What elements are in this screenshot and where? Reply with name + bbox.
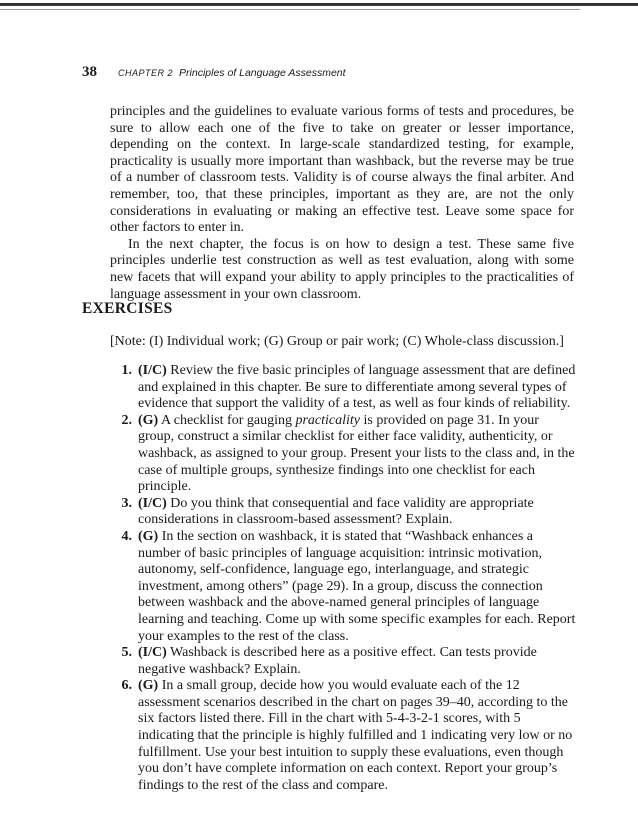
exercise-number: 1. — [121, 363, 132, 378]
exercise-tag: (I/C) — [138, 645, 167, 661]
exercise-item — [110, 496, 576, 529]
body-text — [110, 104, 574, 303]
top-rule — [0, 3, 638, 6]
exercise-body — [138, 496, 576, 529]
exercise-tag: (G) — [138, 412, 159, 428]
exercise-item — [110, 529, 576, 645]
chapter-label: CHAPTER 2 — [118, 68, 174, 78]
chapter-title: Principles of Language Assessment — [179, 67, 346, 79]
exercises-heading: EXERCISES — [82, 300, 173, 317]
body-paragraph: principles and the guidelines to evaluate various forms of tests and procedures, be sure to allow each one of the five to take on greater or lesser importance, depending on the context. In large-scale standardized testing, for example, practicality is usually more important than washback, but the reverse may be true of a number of classroom tests. Validity is of course always the final arbiter. And remember, too, that these principles, important as they are, are not the only considerations in evaluating or making an effective test. Leave some space for other factors to enter in. — [110, 104, 574, 236]
exercise-text: Review the five basic principles of language assessment that are defined and explained in this chapter. Be sure to differentiate among several types of evidence that support the validity of a test, as well as four kinds of reliability. — [138, 363, 576, 412]
exercise-body — [138, 363, 576, 413]
exercise-text: In the section on washback, it is stated that “Washback enhances a number of basic principles of language acquisition: intrinsic motivation, autonomy, self-confidence, language ego, interlanguage, and strategic investment, among others” (page 29). In a group, discuss the connection between washback and the above-named general principles of language learning and teaching. Come up with some specific examples for each. Report your examples to the rest of the class. — [138, 528, 576, 644]
exercise-tag: (G) — [138, 678, 159, 694]
exercise-number: 5. — [121, 645, 132, 661]
exercise-tag: (I/C) — [138, 495, 167, 511]
page-number: 38 — [82, 64, 97, 80]
exercise-item — [110, 645, 576, 678]
exercises-note: [Note: (I) Individual work; (G) Group or pair work; (C) Whole-class discussion.] — [110, 334, 564, 349]
top-rule-thin — [0, 9, 580, 10]
body-paragraph: In the next chapter, the focus is on how to design a test. These same five principles underlie test construction as well as test evaluation, along with some new facets that will expand your ability to apply principles to the practicalities of language assessment in your own classroom. — [110, 236, 574, 302]
exercise-text: Do you think that consequential and face validity are appropriate considerations in classroom-based assessment? Explain. — [138, 495, 534, 528]
exercise-tag: (G) — [138, 528, 159, 544]
exercise-body — [138, 645, 576, 678]
exercise-item — [110, 363, 576, 413]
exercise-number: 6. — [121, 678, 132, 694]
exercise-text: Washback is described here as a positive effect. Can tests provide negative washback? Explain. — [138, 645, 537, 677]
exercise-number: 2. — [121, 412, 132, 428]
exercise-list — [110, 363, 576, 794]
exercise-body — [138, 413, 576, 496]
exercise-body — [138, 678, 576, 794]
exercise-body — [138, 529, 576, 645]
exercise-tag: (I/C) — [138, 363, 167, 378]
exercise-number: 3. — [121, 495, 132, 511]
exercise-term: practicality — [295, 412, 361, 428]
exercise-text: A checklist for gauging — [160, 412, 292, 428]
exercise-text: In a small group, decide how you would evaluate each of the 12 assessment scenarios described in the chart on pages 39–40, according to the six factors listed there. Fill in the chart with 5-4-3-2-1 scores, with 5 indicating that the principle is highly fulfilled and 1 indicating very low or no fulfillment. Use your best intuition to supply these evaluations, even though you don’t have complete information on each context. Report your group’s findings to the rest of the class and compare. — [138, 678, 573, 793]
exercise-number: 4. — [121, 528, 132, 544]
exercise-item — [110, 678, 576, 794]
exercise-text: is provided on page 31. In your group, construct a similar checklist for either face validity, authenticity, or washback, as assigned to your group. Present your lists to the class and, in the case of multiple groups, synthesize findings into one checklist for each principle. — [138, 412, 575, 495]
exercise-item — [110, 413, 576, 496]
running-header — [82, 64, 346, 81]
